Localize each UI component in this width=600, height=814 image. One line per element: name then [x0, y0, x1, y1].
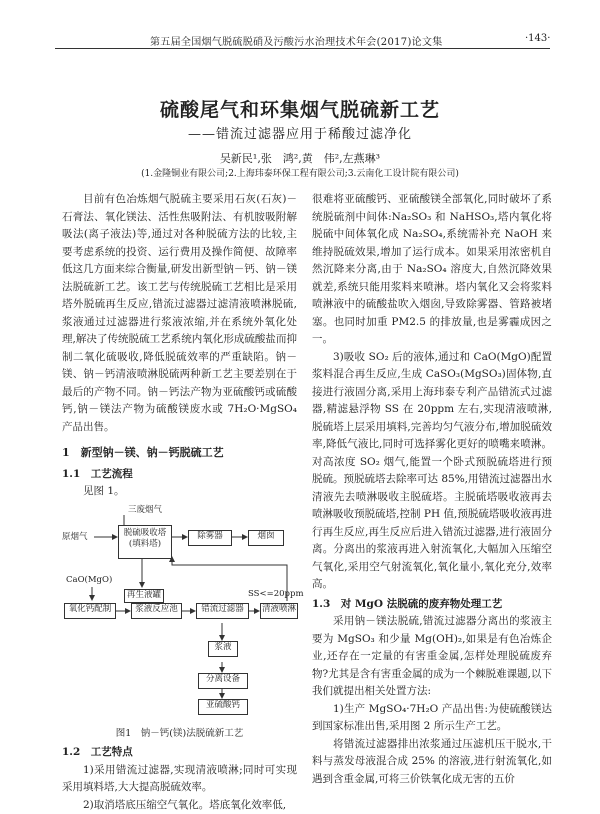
- feature-item-2: 2)取消塔底压缩空气氧化。塔底氧化效率低,: [62, 797, 297, 814]
- stack-box: 烟囱: [248, 530, 284, 546]
- raw-gas-label: 原烟气: [62, 532, 88, 543]
- slurry-reaction-box: 浆液反应池: [131, 603, 182, 619]
- crossflow-filter-box: 错流过滤器: [196, 603, 249, 619]
- continued-paragraph: 很难将亚硫酸钙、亚硫酸镁全部氧化,同时破坏了系统脱硫剂中间体:Na₂SO₃ 和 NaHSO₃,塔内氧化将脱硫中间体氧化成 Na₂SO₄,系统需补充 NaOH 来维持脱硫效果,增加了运行成本。如果采用浓密机自然沉降来分离,由于 Na₂SO₄ 溶度大,自然沉降效果就差,系统只能用浆料来喷淋。塔内氧化又会将浆料喷淋液中的硫酸盐吹入烟囱,导致除雾器、管路被堵塞。也同时加重 PM2.5 的排放量,也是雾霾成因之一。: [312, 191, 552, 349]
- filter-press-paragraph: 将错流过滤器排出浓浆通过压滤机压干脱水,干料与蒸发母液混合成 25% 的溶液,进行射流氧化,如遇到含重金属,可将三价铁氧化成无害的五价: [312, 736, 552, 789]
- slurry-box: 浆液: [208, 641, 238, 657]
- running-header: 第五届全国烟气脱硫脱硝及污酸污水治理技术年会(2017)论文集: [150, 33, 443, 48]
- section-1-3-heading: 1.3 对 MgO 法脱硫的废弃物处理工艺: [312, 596, 552, 614]
- regen-tank-box: 再生液罐: [124, 589, 164, 603]
- lime-prep-box: 氧化钙配制: [64, 603, 116, 619]
- figure-1-caption: 图1 钠－钙(镁)法脱硫新工艺: [62, 725, 297, 743]
- see-figure-text: 见图 1。: [62, 483, 297, 501]
- clear-liquid-box: 清液喷淋: [260, 603, 298, 619]
- section-1-2-heading: 1.2 工艺特点: [62, 744, 297, 762]
- process-flow-figure: [62, 505, 297, 723]
- right-column: [312, 191, 552, 788]
- ss-limit-label: SS<=20ppm: [248, 589, 304, 600]
- header-rule: [55, 48, 550, 49]
- intro-paragraph: 目前有色冶炼烟气脱硫主要采用石灰(石灰)－石膏法、氧化镁法、活性焦吸附法、有机胺吸附解吸法(离子液法)等,通过对各种脱硫方法的比较,主要考虑系统的投资、运行费用及操作简便、故障率低这几方面来综合衡量,研发出新型钠－钙、钠－镁法脱硫新工艺。该工艺与传统脱硫工艺相比是采用塔外脱硫再生反应,错流过滤器过滤清液喷淋脱硫,浆液通过过滤器进行浆液浓缩,并在系统外氧化处理,解决了传统脱硫工艺系统内氧化形成硫酸盐而抑制二氧化硫吸收,降低脱硫效率的严重缺陷。钠－镁、钠－钙清液喷淋脱硫两种新工艺主要差别在于最后的产物不同。钠－钙法产物为亚硫酸钙或硫酸钙,钠－镁法产物为硫酸镁废水或 7H₂O·MgSO₄ 产品出售。: [62, 191, 297, 436]
- page-number: ·143·: [525, 33, 550, 44]
- page-header: [0, 0, 600, 46]
- mgo-waste-paragraph: 采用钠－镁法脱硫,错流过滤器分离出的浆液主要为 MgSO₃ 和少量 Mg(OH)₂,如果是有色冶炼企业,还存在一定量的有害重金属,怎样处理脱硫废弃物?尤其是含有害重金属的成为一个棘脱难课题,以下我们就提出相关处置方法:: [312, 613, 552, 701]
- section-1-heading: 1 新型钠－镁、钠－钙脱硫工艺: [62, 444, 297, 462]
- paper-title: 硫酸尾气和环集烟气脱硫新工艺: [0, 95, 600, 122]
- affiliation: (1.金隆铜业有限公司;2.上海玮泰环保工程有限公司;3.云南化工设计院有限公司): [0, 166, 600, 179]
- mist-eliminator-box: 除雾器: [188, 530, 232, 546]
- separation-box: 分离设备: [198, 673, 248, 689]
- author-list: 吴新民¹,张 鸿²,黄 伟²,左燕琳³: [0, 150, 600, 166]
- paper-subtitle: ——错流过滤器应用于稀酸过滤净化: [0, 123, 600, 142]
- mgso4-item: 1)生产 MgSO₄·7H₂O 产品出售:为使硫酸镁达到国家标准出售,采用图 2 所示生产工艺。: [312, 701, 552, 736]
- section-1-1-heading: 1.1 工艺流程: [62, 466, 297, 484]
- absorber-box: 脱硫吸收塔(填料塔): [118, 525, 172, 559]
- product-box: 亚硫酸钙: [198, 699, 248, 715]
- feature-item-3: 3)吸收 SO₂ 后的液体,通过和 CaO(MgO)配置浆料混合再生反应,生成 CaSO₃(MgSO₃)固体物,直接进行液固分离,采用上海玮泰专利产品错流式过滤器,精滤悬浮物 SS 在 20ppm 左右,实现清液喷淋,脱硫塔上层采用填料,完善均匀气液分布,增加脱硫效率,降低气液比,同时可选择雾化更好的喷嘴来喷淋。对高浓度 SO₂ 烟气,能置一个卧式预脱硫塔进行预脱硫。预脱硫塔去除率可达 85%,用错流过滤器出水清液先去喷淋吸收主脱硫塔。主脱硫塔吸收液再去喷淋吸收预脱硫塔,控制 PH 值,预脱硫塔吸收液再进行再生反应,再生反应后进入错流过滤器,进行液固分离。分离出的浆液再进入射流氧化,大幅加入压缩空气氧化,采用空气射流氧化,氧化量小,氧化充分,效率高。: [312, 349, 552, 594]
- cao-label: CaO(MgO): [66, 575, 112, 586]
- left-column: [62, 191, 297, 814]
- feature-item-1: 1)采用错流过滤器,实现清液喷淋;同时可实现采用填料塔,大大提高脱硫效率。: [62, 762, 297, 797]
- tail-gas-label: 三废烟气: [128, 505, 162, 516]
